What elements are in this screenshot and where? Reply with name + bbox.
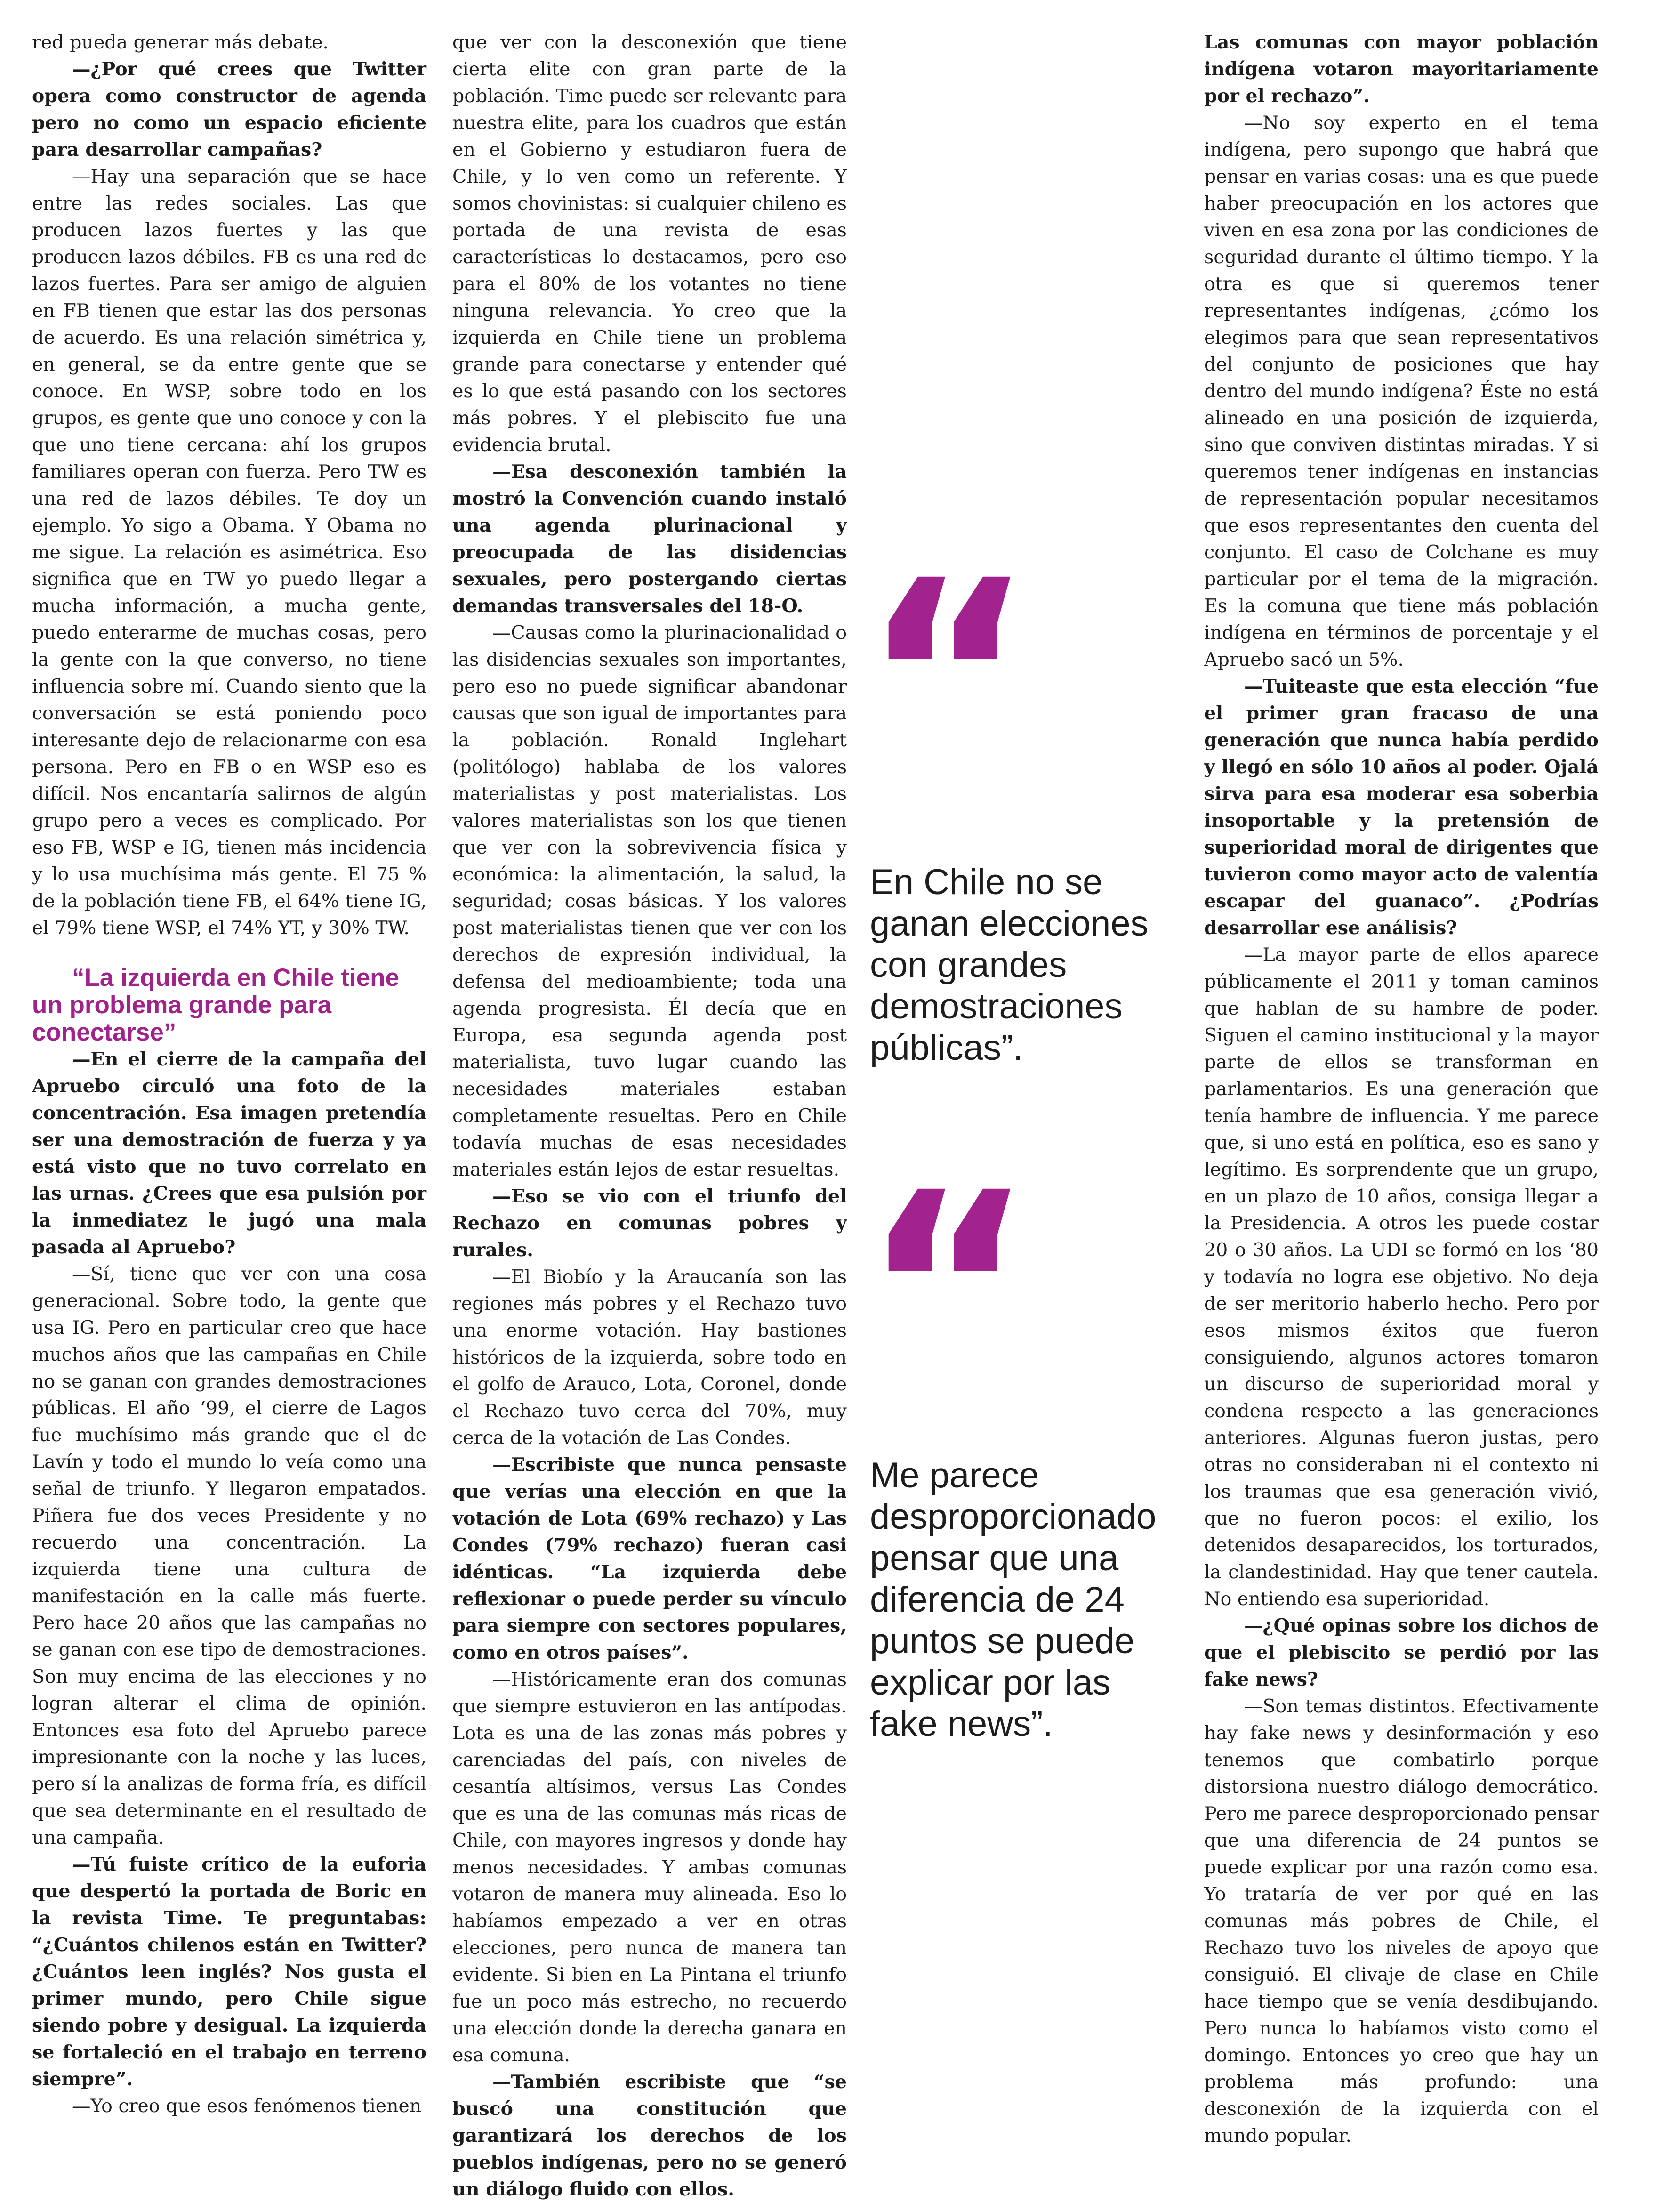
interview-answer-continued: que ver con la desconexión que tiene cierta elite con gran parte de la población. Time puede ser relevante para nuestra elite, para los cuadros que están en el Gobierno y estudiaron fuera de Chile, y lo ven como un referente. Y somos chovinistas: si cualquier chileno es portada de una revista de esas características lo destacamos, pero eso para el 80% de los votantes no tiene ninguna relevancia. Yo creo que la izquierda en Chile tiene un problema grande para conectarse y entender qué es lo que está pasando con los sectores más pobres. Y el plebiscito fue una evidencia brutal. [452,32,847,456]
interview-question: —¿Qué opinas sobre los dichos de que el plebiscito se perdió por las fake news? [1204,1615,1599,1690]
interview-answer: —No soy experto en el tema indígena, pero supongo que habrá que pensar en varias cosas: una es que puede haber preocupación en los actores que viven en esa zona por las condiciones de seguridad durante el último tiempo. Y la otra es que si queremos tener representantes indígenas, ¿cómo los elegimos para que sean representativos del conjunto de posiciones que hay dentro del mundo indígena? Éste no está alineado en una posición de izquierda, sino que conviven distintas miradas. Y si queremos tener indígenas en instancias de representación popular necesitamos que esos representantes den cuenta del conjunto. El caso de Colchane es muy particular por el tema de la migración. Es la comuna que tiene más población indígena en términos de porcentaje y el Apruebo sacó un 5%. [1204,112,1599,670]
interview-question: —Esa desconexión también la mostró la Convención cuando instaló una agenda plurinacional y preocupada de las disidencias sexuales, pero postergando ciertas demandas transversales del 18-O. [452,461,847,617]
interview-question-continued: Las comunas con mayor población indígena votaron mayoritariamente por el rechazo”. [1204,32,1599,107]
interview-answer: —Yo creo que esos fenómenos tienen [72,2095,422,2117]
interview-answer: —El Biobío y la Araucanía son las regiones más pobres y el Rechazo tuvo una enorme votación. Hay bastiones históricos de la izquierda, sobre todo en el golfo de Arauco, Lota, Coronel, donde el Rechazo tuvo cerca del 70%, muy cerca de la votación de Las Condes. [452,1266,847,1449]
text-column-4 [1204,29,1599,2149]
interview-question: —¿Por qué crees que Twitter opera como constructor de agenda pero no como un espacio eficiente para desarrollar campañas? [32,58,426,161]
spacer [32,942,426,964]
interview-question: —También escribiste que “se buscó una constitución que garantizará los derechos de los pueblos indígenas, pero no se generó un diálogo fluido con ellos. [452,2071,847,2200]
quote-mark-icon: “ [861,1137,1016,1444]
pull-quote-1 [861,525,1181,1069]
interview-answer: —La mayor parte de ellos aparece públicamente el 2011 y toman caminos que hablan de su hambre de poder. Siguen el camino institucional y la mayor parte de ellos se transforman en parlamentarios. Es una generación que tenía hambre de influencia. Y me parece que, si uno está en política, eso es sano y legítimo. Es sorprendente que un grupo, en un plazo de 10 años, consiga llegar a la Presidencia. A otros les puede costar 20 o 30 años. La UDI se formó en los ‘80 y todavía no logra ese objetivo. No deja de ser meritorio haberlo hecho. Pero por esos mismos éxitos que fueron consiguiendo, algunos actores tomaron un discurso de superioridad moral y condena respecto a las generaciones anteriores. Algunas fueron justas, pero otras no consideraban ni el contexto ni los traumas que esa generación vivió, que no fueron pocos: el exilio, los detenidos desaparecidos, los torturados, la clandestinidad. Hay que tener cautela. No entiendo esa superioridad. [1204,944,1599,1610]
interview-question: —Eso se vio con el triunfo del Rechazo en comunas pobres y rurales. [452,1186,847,1261]
interview-answer: —Sí, tiene que ver con una cosa generacional. Sobre todo, la gente que usa IG. Pero en particular creo que hace muchos años que las campañas en Chile no se ganan con grandes demostraciones públicas. El año ‘99, el cierre de Lagos fue muchísimo más grande que el de Lavín y todo el mundo lo veía como una señal de triunfo. Y llegaron empatados. Piñera fue dos veces Presidente y no recuerdo una concentración. La izquierda tiene una cultura de manifestación en la calle más fuerte. Pero hace 20 años que las campañas no se ganan con ese tipo de demostraciones. Son muy encima de las elecciones y no logran alterar el clima de opinión. Entonces esa foto del Apruebo parece impresionante con la noche y las luces, pero sí la analizas de forma fría, es difícil que sea determinante en el resultado de una campaña. [32,1263,426,1848]
interview-question: —Escribiste que nunca pensaste que verías una elección en que la votación de Lota (69% rechazo) y Las Condes (79% rechazo) fueran casi idénticas. “La izquierda debe reflexionar o puede perder su vínculo para siempre con sectores populares, como en otros países”. [452,1454,847,1663]
pull-quote-2 [861,1137,1181,1745]
interview-answer: —Históricamente eran dos comunas que siempre estuvieron en las antípodas. Lota es una de las zonas más pobres y carenciadas del país, con niveles de cesantía altísimos, versus Las Condes que es una de las comunas más ricas de Chile, con mayores ingresos y donde hay menos necesidades. Y ambas comunas votaron de manera muy alineada. Eso lo habíamos empezado a ver en otras elecciones, pero nunca de manera tan evidente. Si bien en La Pintana el triunfo fue un poco más estrecho, no recuerdo una elección donde la derecha ganara en esa comuna. [452,1669,847,2066]
interview-question: —Tuiteaste que esta elección “fue el primer gran fracaso de una generación que nunca había perdido y llegó en sólo 10 años al poder. Ojalá sirva para esa moderar esa soberbia insoportable y la pretensión de superioridad moral de dirigentes que tuvieron como mayor acto de valentía escapar del guanaco”. ¿Podrías desarrollar ese análisis? [1204,676,1599,939]
interview-question: —En el cierre de la campaña del Apruebo circuló una foto de la concentración. Esa imagen pretendía ser una demostración de fuerza y ya está visto que no tuvo correlato en las urnas. ¿Crees que esa pulsión por la inmediatez le jugó una mala pasada al Apruebo? [32,1049,426,1258]
quote-mark-icon: “ [861,525,1016,831]
interview-answer: —Son temas distintos. Efectivamente hay fake news y desinformación y eso tenemos que combatirlo porque distorsiona nuestro diálogo democrático. Pero me parece desproporcionado pensar que una diferencia de 24 puntos se puede explicar por una razón como esa. Yo trataría de ver por qué en las comunas más pobres de Chile, el Rechazo tuvo los niveles de apoyo que consiguió. El clivaje de clase en Chile hace tiempo que se venía desdibujando. Pero nunca lo habíamos visto como el domingo. Entonces yo creo que hay un problema más profundo: una desconexión de la izquierda con el mundo popular. [1204,1695,1599,2147]
interview-answer: —Causas como la plurinacionalidad o las disidencias sexuales son importantes, pero eso no puede significar abandonar causas que son igual de importantes para la población. Ronald Inglehart (politólogo) hablaba de los valores materialistas y post materialistas. Los valores materialistas son los que tienen que ver con la sobrevivencia física y económica: la alimentación, la salud, la seguridad; cosas básicas. Y los valores post materialistas tienen que ver con los derechos de expresión individual, la defensa del medioambiente; toda una agenda progresista. Él decía que en Europa, esa segunda agenda post materialista, tuvo lugar cuando las necesidades materiales estaban completamente resueltas. Pero en Chile todavía muchas de esas necesidades materiales están lejos de estar resueltas. [452,622,847,1180]
paragraph: red pueda generar más debate. [32,32,329,53]
text-column-2 [452,29,847,2203]
pull-quote-text: Me parece desproporcionado pensar que una diferencia de 24 puntos se puede explicar por las fake news”. [870,1455,1157,1744]
interview-answer: —Hay una separación que se hace entre las redes sociales. Las que producen lazos fuertes y las que producen lazos débiles. FB es una red de lazos fuertes. Para ser amigo de alguien en FB tienen que estar las dos personas de acuerdo. Es una relación simétrica y, en general, se da entre gente que se conoce. En WSP, sobre todo en los grupos, es gente que uno conoce y con la que uno tiene cercana: ahí los grupos familiares operan con fuerza. Pero TW es una red de lazos débiles. Te doy un ejemplo. Yo sigo a Obama. Y Obama no me sigue. La relación es asimétrica. Eso significa que en TW yo puedo llegar a mucha información, a mucha gente, puedo enterarme de muchas cosas, pero la gente con la que converso, no tiene influencia sobre mí. Cuando siento que la conversación se está poniendo poco interesante dejo de relacionarme con esa persona. Pero en FB o en WSP eso es difícil. Nos encantaría salirnos de algún grupo pero a veces es complicado. Por eso FB, WSP e IG, tienen más incidencia y lo usa muchísima más gente. El 75 % de la población tiene FB, el 64% tiene IG, el 79% tiene WSP, el 74% YT, y 30% TW. [32,166,426,939]
interview-question: —Tú fuiste crítico de la euforia que despertó la portada de Boric en la revista Time. Te preguntabas: “¿Cuántos chilenos están en Twitter? ¿Cuántos leen inglés? Nos gusta el primer mundo, pero Chile sigue siendo pobre y desigual. La izquierda se fortaleció en el trabajo en terreno siempre”. [32,1854,426,2090]
text-column-1 [32,29,426,2120]
pull-quote-text: En Chile no se ganan elecciones con grandes demostraciones públicas”. [870,862,1149,1068]
section-subhead: “La izquierda en Chile tiene un problema grande para conectarse” [32,964,400,1046]
